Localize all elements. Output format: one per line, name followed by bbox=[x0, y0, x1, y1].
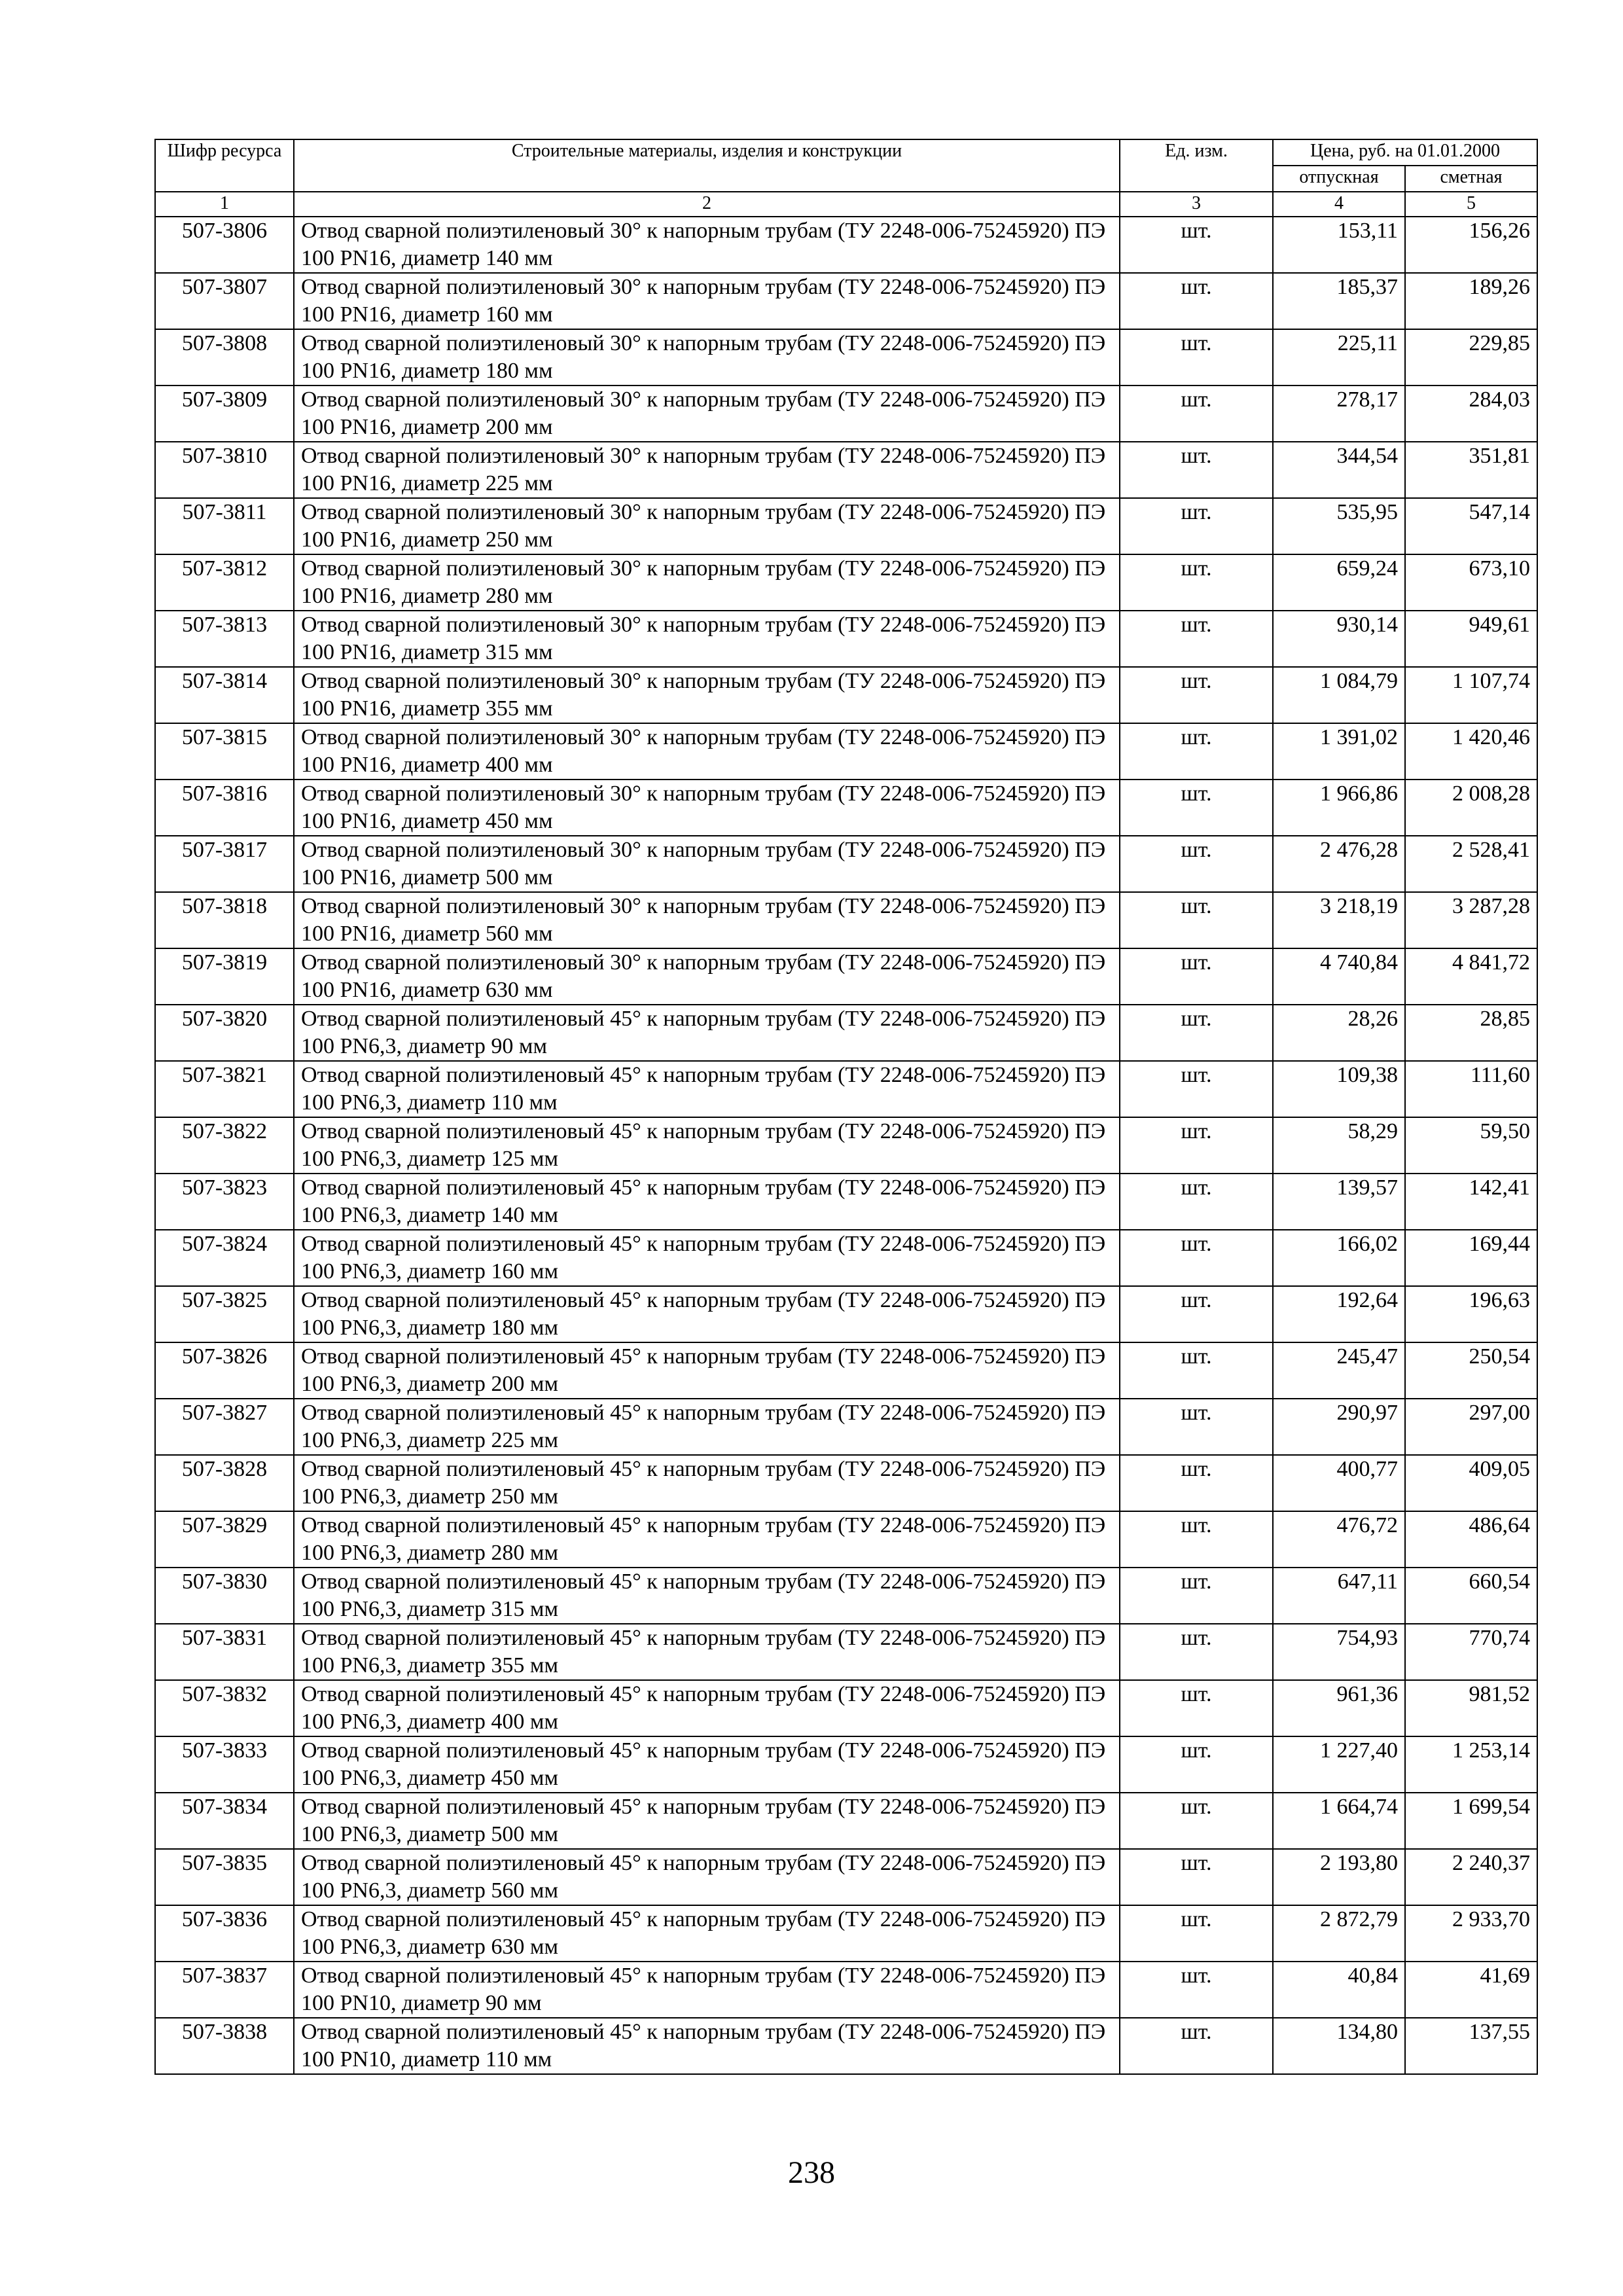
table-row bbox=[155, 1736, 1537, 1793]
cell-unit: шт. bbox=[1120, 1905, 1273, 1962]
cell-unit: шт. bbox=[1120, 329, 1273, 386]
table-row bbox=[155, 1511, 1537, 1568]
cell-price-release: 535,95 bbox=[1273, 498, 1405, 554]
table-row bbox=[155, 1342, 1537, 1399]
cell-price-estimate: 189,26 bbox=[1405, 273, 1537, 329]
table-row bbox=[155, 1455, 1537, 1511]
table-row bbox=[155, 1793, 1537, 1849]
cell-price-release: 192,64 bbox=[1273, 1286, 1405, 1342]
column-number: 4 bbox=[1273, 192, 1405, 217]
cell-price-estimate: 156,26 bbox=[1405, 217, 1537, 273]
cell-unit: шт. bbox=[1120, 554, 1273, 611]
cell-price-estimate: 196,63 bbox=[1405, 1286, 1537, 1342]
cell-name: Отвод сварной полиэтиленовый 30° к напорным трубам (ТУ 2248-006-75245920) ПЭ 100 PN16, диаметр 500 мм bbox=[294, 836, 1120, 892]
cell-unit: шт. bbox=[1120, 273, 1273, 329]
cell-unit: шт. bbox=[1120, 1962, 1273, 2018]
cell-price-estimate: 2 008,28 bbox=[1405, 780, 1537, 836]
cell-price-release: 930,14 bbox=[1273, 611, 1405, 667]
cell-name: Отвод сварной полиэтиленовый 45° к напорным трубам (ТУ 2248-006-75245920) ПЭ 100 PN6,3, диаметр 250 мм bbox=[294, 1455, 1120, 1511]
cell-price-release: 659,24 bbox=[1273, 554, 1405, 611]
cell-name: Отвод сварной полиэтиленовый 45° к напорным трубам (ТУ 2248-006-75245920) ПЭ 100 PN6,3, диаметр 200 мм bbox=[294, 1342, 1120, 1399]
cell-name: Отвод сварной полиэтиленовый 45° к напорным трубам (ТУ 2248-006-75245920) ПЭ 100 PN6,3, диаметр 125 мм bbox=[294, 1117, 1120, 1174]
column-number: 3 bbox=[1120, 192, 1273, 217]
cell-unit: шт. bbox=[1120, 611, 1273, 667]
column-number-row bbox=[155, 192, 1537, 217]
cell-name: Отвод сварной полиэтиленовый 30° к напорным трубам (ТУ 2248-006-75245920) ПЭ 100 PN16, диаметр 450 мм bbox=[294, 780, 1120, 836]
cell-code: 507-3824 bbox=[155, 1230, 294, 1286]
cell-price-estimate: 660,54 bbox=[1405, 1568, 1537, 1624]
cell-name: Отвод сварной полиэтиленовый 30° к напорным трубам (ТУ 2248-006-75245920) ПЭ 100 PN16, диаметр 400 мм bbox=[294, 723, 1120, 780]
cell-code: 507-3814 bbox=[155, 667, 294, 723]
cell-price-estimate: 1 107,74 bbox=[1405, 667, 1537, 723]
cell-unit: шт. bbox=[1120, 1455, 1273, 1511]
cell-price-estimate: 4 841,72 bbox=[1405, 948, 1537, 1005]
cell-unit: шт. bbox=[1120, 1174, 1273, 1230]
header-code: Шифр ресурса bbox=[155, 139, 294, 192]
cell-price-release: 245,47 bbox=[1273, 1342, 1405, 1399]
column-number: 1 bbox=[155, 192, 294, 217]
cell-price-release: 1 227,40 bbox=[1273, 1736, 1405, 1793]
cell-name: Отвод сварной полиэтиленовый 30° к напорным трубам (ТУ 2248-006-75245920) ПЭ 100 PN16, диаметр 280 мм bbox=[294, 554, 1120, 611]
table-row bbox=[155, 1962, 1537, 2018]
cell-code: 507-3808 bbox=[155, 329, 294, 386]
cell-price-release: 647,11 bbox=[1273, 1568, 1405, 1624]
cell-unit: шт. bbox=[1120, 892, 1273, 948]
cell-price-estimate: 673,10 bbox=[1405, 554, 1537, 611]
cell-name: Отвод сварной полиэтиленовый 45° к напорным трубам (ТУ 2248-006-75245920) ПЭ 100 PN10, диаметр 110 мм bbox=[294, 2018, 1120, 2074]
cell-name: Отвод сварной полиэтиленовый 45° к напорным трубам (ТУ 2248-006-75245920) ПЭ 100 PN6,3, диаметр 315 мм bbox=[294, 1568, 1120, 1624]
cell-price-release: 1 966,86 bbox=[1273, 780, 1405, 836]
cell-price-estimate: 409,05 bbox=[1405, 1455, 1537, 1511]
cell-price-estimate: 949,61 bbox=[1405, 611, 1537, 667]
cell-price-estimate: 41,69 bbox=[1405, 1962, 1537, 2018]
cell-price-release: 278,17 bbox=[1273, 386, 1405, 442]
cell-price-release: 58,29 bbox=[1273, 1117, 1405, 1174]
cell-price-release: 139,57 bbox=[1273, 1174, 1405, 1230]
cell-unit: шт. bbox=[1120, 442, 1273, 498]
cell-price-release: 225,11 bbox=[1273, 329, 1405, 386]
cell-price-estimate: 1 420,46 bbox=[1405, 723, 1537, 780]
cell-unit: шт. bbox=[1120, 1117, 1273, 1174]
cell-price-release: 1 084,79 bbox=[1273, 667, 1405, 723]
cell-price-estimate: 28,85 bbox=[1405, 1005, 1537, 1061]
cell-price-release: 2 872,79 bbox=[1273, 1905, 1405, 1962]
cell-unit: шт. bbox=[1120, 948, 1273, 1005]
cell-unit: шт. bbox=[1120, 2018, 1273, 2074]
cell-price-release: 153,11 bbox=[1273, 217, 1405, 273]
cell-price-release: 1 391,02 bbox=[1273, 723, 1405, 780]
cell-price-estimate: 1 253,14 bbox=[1405, 1736, 1537, 1793]
cell-code: 507-3820 bbox=[155, 1005, 294, 1061]
table-row bbox=[155, 273, 1537, 329]
cell-price-estimate: 142,41 bbox=[1405, 1174, 1537, 1230]
cell-name: Отвод сварной полиэтиленовый 45° к напорным трубам (ТУ 2248-006-75245920) ПЭ 100 PN6,3, диаметр 630 мм bbox=[294, 1905, 1120, 1962]
cell-price-estimate: 137,55 bbox=[1405, 2018, 1537, 2074]
cell-price-estimate: 297,00 bbox=[1405, 1399, 1537, 1455]
cell-code: 507-3807 bbox=[155, 273, 294, 329]
cell-price-release: 476,72 bbox=[1273, 1511, 1405, 1568]
cell-name: Отвод сварной полиэтиленовый 30° к напорным трубам (ТУ 2248-006-75245920) ПЭ 100 PN16, диаметр 160 мм bbox=[294, 273, 1120, 329]
cell-code: 507-3823 bbox=[155, 1174, 294, 1230]
cell-price-estimate: 250,54 bbox=[1405, 1342, 1537, 1399]
cell-code: 507-3821 bbox=[155, 1061, 294, 1117]
cell-code: 507-3818 bbox=[155, 892, 294, 948]
table-header bbox=[155, 139, 1537, 217]
cell-name: Отвод сварной полиэтиленовый 45° к напорным трубам (ТУ 2248-006-75245920) ПЭ 100 PN6,3, диаметр 90 мм bbox=[294, 1005, 1120, 1061]
cell-unit: шт. bbox=[1120, 1849, 1273, 1905]
table-row bbox=[155, 1061, 1537, 1117]
cell-price-release: 290,97 bbox=[1273, 1399, 1405, 1455]
cell-code: 507-3837 bbox=[155, 1962, 294, 2018]
cell-unit: шт. bbox=[1120, 1511, 1273, 1568]
cell-price-release: 166,02 bbox=[1273, 1230, 1405, 1286]
cell-code: 507-3829 bbox=[155, 1511, 294, 1568]
cell-name: Отвод сварной полиэтиленовый 30° к напорным трубам (ТУ 2248-006-75245920) ПЭ 100 PN16, диаметр 180 мм bbox=[294, 329, 1120, 386]
header-price-estimate: сметная bbox=[1405, 166, 1537, 192]
cell-code: 507-3826 bbox=[155, 1342, 294, 1399]
table-row bbox=[155, 836, 1537, 892]
cell-unit: шт. bbox=[1120, 836, 1273, 892]
cell-name: Отвод сварной полиэтиленовый 45° к напорным трубам (ТУ 2248-006-75245920) ПЭ 100 PN6,3, диаметр 160 мм bbox=[294, 1230, 1120, 1286]
table-row bbox=[155, 667, 1537, 723]
cell-price-estimate: 169,44 bbox=[1405, 1230, 1537, 1286]
table-row bbox=[155, 948, 1537, 1005]
table-row bbox=[155, 2018, 1537, 2074]
cell-code: 507-3812 bbox=[155, 554, 294, 611]
cell-unit: шт. bbox=[1120, 667, 1273, 723]
cell-price-release: 109,38 bbox=[1273, 1061, 1405, 1117]
cell-name: Отвод сварной полиэтиленовый 45° к напорным трубам (ТУ 2248-006-75245920) ПЭ 100 PN6,3, диаметр 400 мм bbox=[294, 1680, 1120, 1736]
cell-name: Отвод сварной полиэтиленовый 30° к напорным трубам (ТУ 2248-006-75245920) ПЭ 100 PN16, диаметр 560 мм bbox=[294, 892, 1120, 948]
cell-name: Отвод сварной полиэтиленовый 30° к напорным трубам (ТУ 2248-006-75245920) ПЭ 100 PN16, диаметр 315 мм bbox=[294, 611, 1120, 667]
cell-price-estimate: 284,03 bbox=[1405, 386, 1537, 442]
cell-name: Отвод сварной полиэтиленовый 30° к напорным трубам (ТУ 2248-006-75245920) ПЭ 100 PN16, диаметр 225 мм bbox=[294, 442, 1120, 498]
cell-unit: шт. bbox=[1120, 1793, 1273, 1849]
cell-name: Отвод сварной полиэтиленовый 45° к напорным трубам (ТУ 2248-006-75245920) ПЭ 100 PN6,3, диаметр 180 мм bbox=[294, 1286, 1120, 1342]
cell-unit: шт. bbox=[1120, 1624, 1273, 1680]
table-row bbox=[155, 1905, 1537, 1962]
cell-unit: шт. bbox=[1120, 1342, 1273, 1399]
cell-name: Отвод сварной полиэтиленовый 45° к напорным трубам (ТУ 2248-006-75245920) ПЭ 100 PN6,3, диаметр 280 мм bbox=[294, 1511, 1120, 1568]
table-row bbox=[155, 780, 1537, 836]
table-row bbox=[155, 1399, 1537, 1455]
cell-unit: шт. bbox=[1120, 1061, 1273, 1117]
cell-code: 507-3836 bbox=[155, 1905, 294, 1962]
cell-code: 507-3815 bbox=[155, 723, 294, 780]
cell-code: 507-3816 bbox=[155, 780, 294, 836]
cell-code: 507-3813 bbox=[155, 611, 294, 667]
cell-code: 507-3833 bbox=[155, 1736, 294, 1793]
cell-price-release: 3 218,19 bbox=[1273, 892, 1405, 948]
cell-price-estimate: 111,60 bbox=[1405, 1061, 1537, 1117]
cell-price-release: 134,80 bbox=[1273, 2018, 1405, 2074]
cell-code: 507-3827 bbox=[155, 1399, 294, 1455]
header-unit: Ед. изм. bbox=[1120, 139, 1273, 192]
cell-price-estimate: 229,85 bbox=[1405, 329, 1537, 386]
cell-name: Отвод сварной полиэтиленовый 45° к напорным трубам (ТУ 2248-006-75245920) ПЭ 100 PN6,3, диаметр 110 мм bbox=[294, 1061, 1120, 1117]
cell-name: Отвод сварной полиэтиленовый 45° к напорным трубам (ТУ 2248-006-75245920) ПЭ 100 PN6,3, диаметр 560 мм bbox=[294, 1849, 1120, 1905]
cell-price-release: 4 740,84 bbox=[1273, 948, 1405, 1005]
cell-code: 507-3817 bbox=[155, 836, 294, 892]
column-number: 5 bbox=[1405, 192, 1537, 217]
cell-name: Отвод сварной полиэтиленовый 45° к напорным трубам (ТУ 2248-006-75245920) ПЭ 100 PN6,3, диаметр 450 мм bbox=[294, 1736, 1120, 1793]
cell-name: Отвод сварной полиэтиленовый 45° к напорным трубам (ТУ 2248-006-75245920) ПЭ 100 PN6,3, диаметр 500 мм bbox=[294, 1793, 1120, 1849]
cell-unit: шт. bbox=[1120, 217, 1273, 273]
cell-code: 507-3828 bbox=[155, 1455, 294, 1511]
cell-name: Отвод сварной полиэтиленовый 45° к напорным трубам (ТУ 2248-006-75245920) ПЭ 100 PN6,3, диаметр 355 мм bbox=[294, 1624, 1120, 1680]
cell-name: Отвод сварной полиэтиленовый 45° к напорным трубам (ТУ 2248-006-75245920) ПЭ 100 PN6,3, диаметр 140 мм bbox=[294, 1174, 1120, 1230]
cell-price-release: 28,26 bbox=[1273, 1005, 1405, 1061]
cell-price-release: 754,93 bbox=[1273, 1624, 1405, 1680]
cell-unit: шт. bbox=[1120, 1680, 1273, 1736]
cell-price-estimate: 2 240,37 bbox=[1405, 1849, 1537, 1905]
header-price-group: Цена, руб. на 01.01.2000 bbox=[1273, 139, 1537, 166]
cell-code: 507-3810 bbox=[155, 442, 294, 498]
cell-code: 507-3806 bbox=[155, 217, 294, 273]
cell-price-estimate: 770,74 bbox=[1405, 1624, 1537, 1680]
cell-price-release: 1 664,74 bbox=[1273, 1793, 1405, 1849]
cell-code: 507-3835 bbox=[155, 1849, 294, 1905]
table-row bbox=[155, 1568, 1537, 1624]
cell-unit: шт. bbox=[1120, 386, 1273, 442]
cell-code: 507-3830 bbox=[155, 1568, 294, 1624]
cell-code: 507-3825 bbox=[155, 1286, 294, 1342]
cell-price-release: 40,84 bbox=[1273, 1962, 1405, 2018]
cell-unit: шт. bbox=[1120, 1399, 1273, 1455]
cell-price-estimate: 59,50 bbox=[1405, 1117, 1537, 1174]
cell-name: Отвод сварной полиэтиленовый 45° к напорным трубам (ТУ 2248-006-75245920) ПЭ 100 PN6,3, диаметр 225 мм bbox=[294, 1399, 1120, 1455]
table-row bbox=[155, 1849, 1537, 1905]
page-number: 238 bbox=[788, 2155, 835, 2190]
cell-code: 507-3838 bbox=[155, 2018, 294, 2074]
cell-unit: шт. bbox=[1120, 1736, 1273, 1793]
cell-price-estimate: 486,64 bbox=[1405, 1511, 1537, 1568]
price-table bbox=[154, 139, 1538, 2075]
table-row bbox=[155, 1174, 1537, 1230]
cell-name: Отвод сварной полиэтиленовый 30° к напорным трубам (ТУ 2248-006-75245920) ПЭ 100 PN16, диаметр 140 мм bbox=[294, 217, 1120, 273]
table-row bbox=[155, 498, 1537, 554]
cell-name: Отвод сварной полиэтиленовый 30° к напорным трубам (ТУ 2248-006-75245920) ПЭ 100 PN16, диаметр 200 мм bbox=[294, 386, 1120, 442]
header-price-release: отпускная bbox=[1273, 166, 1405, 192]
table-row bbox=[155, 386, 1537, 442]
column-number: 2 bbox=[294, 192, 1120, 217]
table-row bbox=[155, 1624, 1537, 1680]
header-name: Строительные материалы, изделия и конструкции bbox=[294, 139, 1120, 192]
cell-code: 507-3809 bbox=[155, 386, 294, 442]
cell-price-release: 961,36 bbox=[1273, 1680, 1405, 1736]
cell-price-estimate: 547,14 bbox=[1405, 498, 1537, 554]
cell-price-estimate: 2 933,70 bbox=[1405, 1905, 1537, 1962]
cell-name: Отвод сварной полиэтиленовый 30° к напорным трубам (ТУ 2248-006-75245920) ПЭ 100 PN16, диаметр 630 мм bbox=[294, 948, 1120, 1005]
table-row bbox=[155, 554, 1537, 611]
table-row bbox=[155, 1286, 1537, 1342]
cell-unit: шт. bbox=[1120, 1568, 1273, 1624]
cell-code: 507-3811 bbox=[155, 498, 294, 554]
cell-unit: шт. bbox=[1120, 723, 1273, 780]
cell-price-release: 185,37 bbox=[1273, 273, 1405, 329]
table-row bbox=[155, 217, 1537, 273]
table-body bbox=[155, 217, 1537, 2074]
table-row bbox=[155, 892, 1537, 948]
cell-code: 507-3822 bbox=[155, 1117, 294, 1174]
cell-unit: шт. bbox=[1120, 1005, 1273, 1061]
cell-code: 507-3831 bbox=[155, 1624, 294, 1680]
cell-name: Отвод сварной полиэтиленовый 30° к напорным трубам (ТУ 2248-006-75245920) ПЭ 100 PN16, диаметр 250 мм bbox=[294, 498, 1120, 554]
cell-price-release: 2 476,28 bbox=[1273, 836, 1405, 892]
cell-unit: шт. bbox=[1120, 1286, 1273, 1342]
cell-price-release: 400,77 bbox=[1273, 1455, 1405, 1511]
cell-unit: шт. bbox=[1120, 1230, 1273, 1286]
table-row bbox=[155, 329, 1537, 386]
table-row bbox=[155, 1680, 1537, 1736]
cell-code: 507-3832 bbox=[155, 1680, 294, 1736]
cell-price-estimate: 1 699,54 bbox=[1405, 1793, 1537, 1849]
cell-price-estimate: 981,52 bbox=[1405, 1680, 1537, 1736]
cell-name: Отвод сварной полиэтиленовый 30° к напорным трубам (ТУ 2248-006-75245920) ПЭ 100 PN16, диаметр 355 мм bbox=[294, 667, 1120, 723]
table-row bbox=[155, 1005, 1537, 1061]
cell-unit: шт. bbox=[1120, 780, 1273, 836]
table-row bbox=[155, 442, 1537, 498]
cell-code: 507-3819 bbox=[155, 948, 294, 1005]
cell-code: 507-3834 bbox=[155, 1793, 294, 1849]
cell-price-release: 344,54 bbox=[1273, 442, 1405, 498]
cell-price-estimate: 351,81 bbox=[1405, 442, 1537, 498]
cell-unit: шт. bbox=[1120, 498, 1273, 554]
cell-name: Отвод сварной полиэтиленовый 45° к напорным трубам (ТУ 2248-006-75245920) ПЭ 100 PN10, диаметр 90 мм bbox=[294, 1962, 1120, 2018]
table-row bbox=[155, 1230, 1537, 1286]
table-row bbox=[155, 723, 1537, 780]
table-row bbox=[155, 1117, 1537, 1174]
table-row bbox=[155, 611, 1537, 667]
cell-price-estimate: 3 287,28 bbox=[1405, 892, 1537, 948]
cell-price-estimate: 2 528,41 bbox=[1405, 836, 1537, 892]
cell-price-release: 2 193,80 bbox=[1273, 1849, 1405, 1905]
